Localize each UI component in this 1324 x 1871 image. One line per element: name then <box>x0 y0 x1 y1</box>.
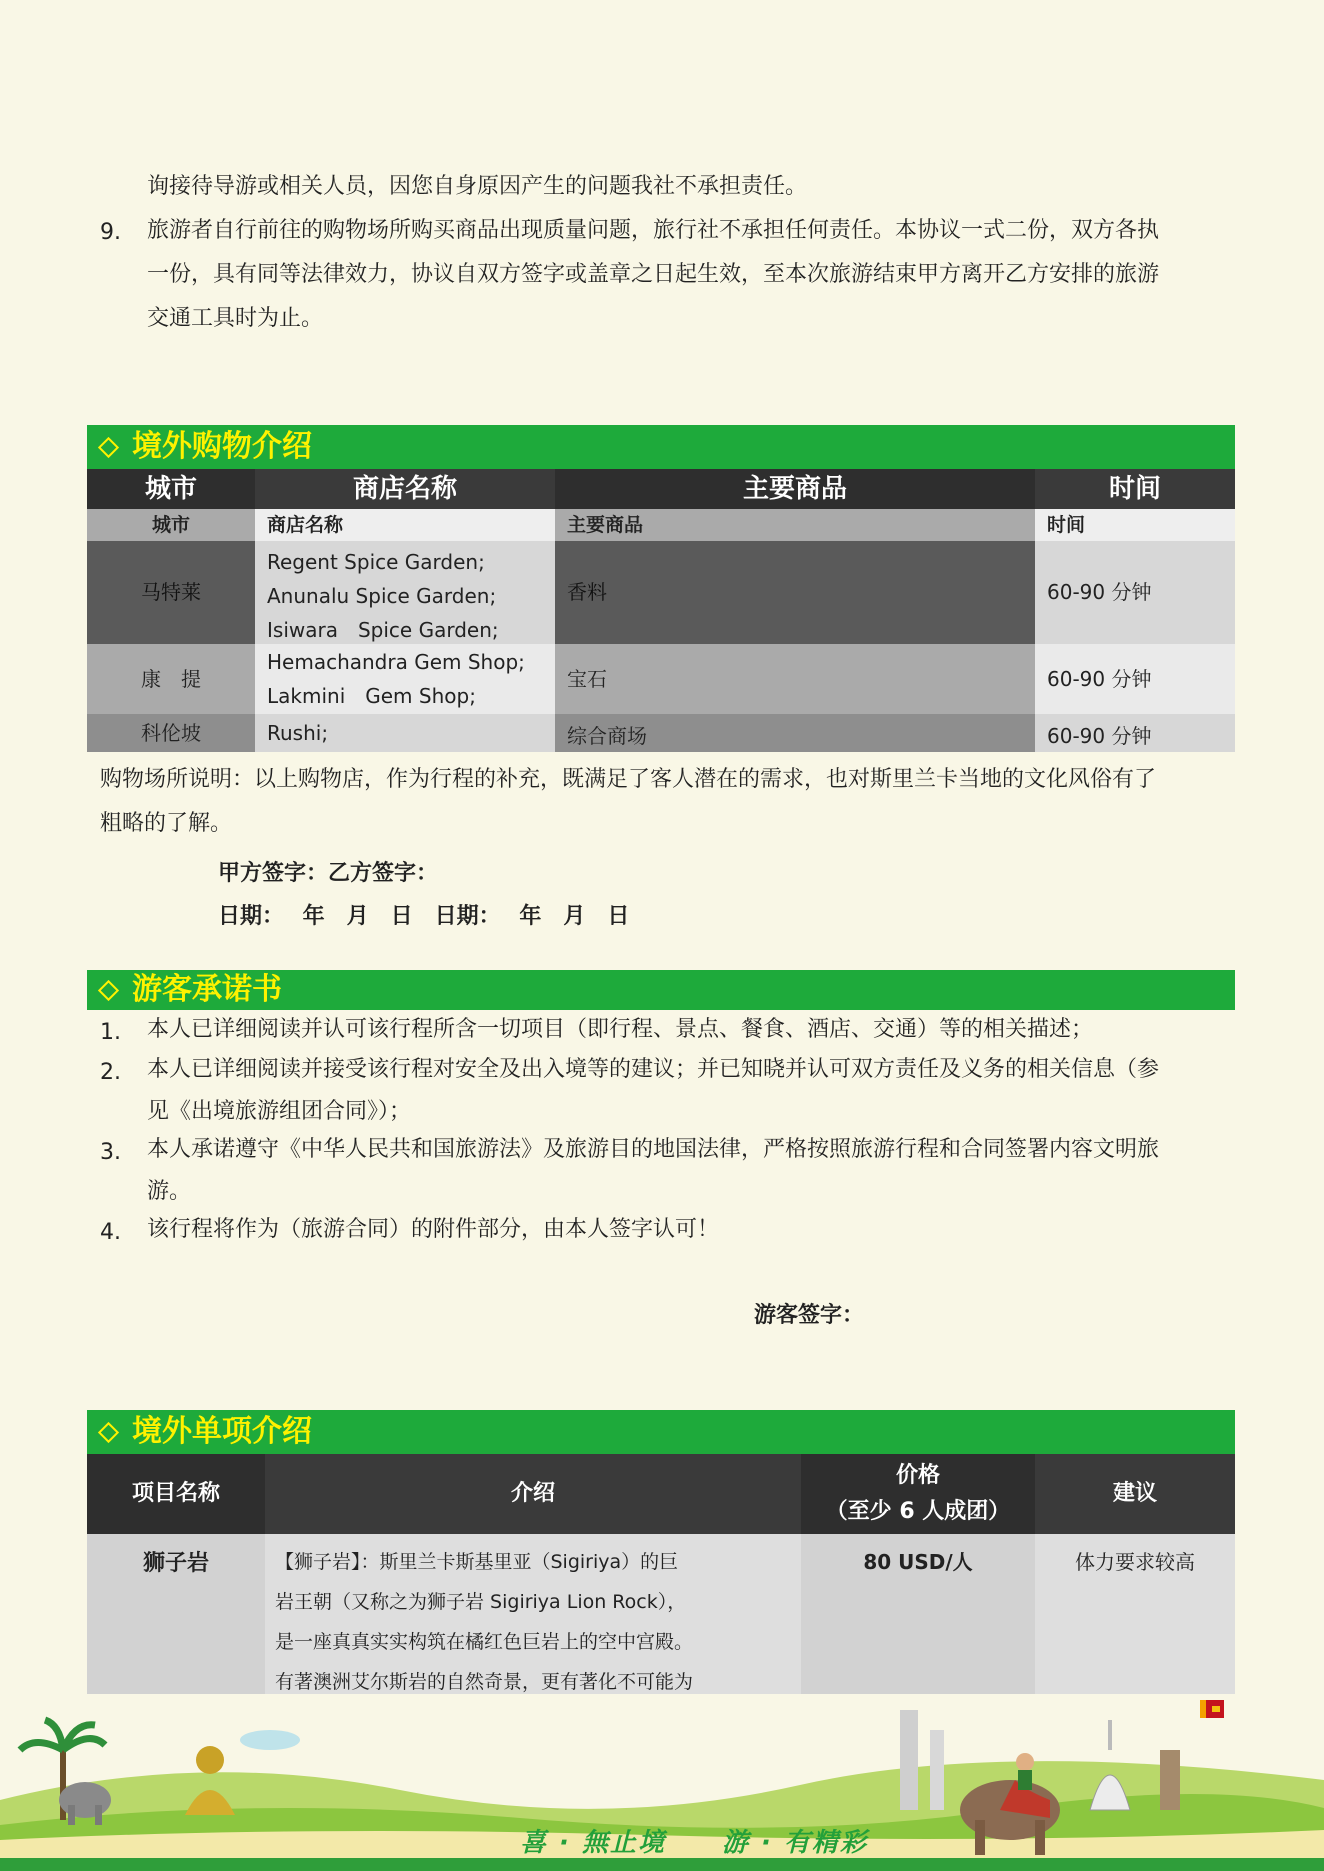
section-header-items <box>87 1410 1235 1454</box>
table-cell-goods: 香料 <box>555 541 1035 644</box>
section-title: 境外单项介绍 <box>132 1414 312 1449</box>
column-header: 建议 <box>1035 1454 1235 1534</box>
section-header-shopping <box>87 425 1235 469</box>
table-cell-goods: 宝石 <box>555 644 1035 714</box>
shop-name: Regent Spice Garden; <box>267 550 485 574</box>
table-cell-time: 60-90 分钟 <box>1035 541 1235 644</box>
diamond-icon <box>98 980 119 1001</box>
table-cell-shops <box>255 541 555 644</box>
pledge-line: 该行程将作为（旅游合同）的附件部分，由本人签字认可！ <box>147 1217 720 1242</box>
table-cell-time: 60-90 分钟 <box>1035 714 1235 752</box>
footer-slogan: 喜 · 無止境 游 · 有精彩 <box>520 1828 868 1858</box>
column-header: 商店名称 <box>255 469 555 509</box>
shop-name: Isiwara Spice Garden; <box>267 618 499 642</box>
table-cell-goods: 综合商场 <box>555 714 1035 752</box>
table-cell-city: 康 提 <box>87 644 255 714</box>
intro-line: 【狮子岩】：斯里兰卡斯基里亚（Sigiriya）的巨 <box>275 1551 679 1573</box>
column-header: 介绍 <box>265 1454 801 1534</box>
column-header: 主要商品 <box>555 469 1035 509</box>
table-cell-advice: 体力要求较高 <box>1035 1534 1235 1694</box>
item-number: 4. <box>100 1220 121 1245</box>
party-signature-line: 甲方签字：乙方签字： <box>218 861 439 886</box>
item-number: 1. <box>100 1020 121 1045</box>
column-subheader: 主要商品 <box>555 509 1035 541</box>
table-cell-price: 80 USD/人 <box>801 1534 1035 1694</box>
intro-item9-line: 旅游者自行前往的购物场所购买商品出现质量问题，旅行社不承担任何责任。本协议一式二份，双方各执 <box>147 218 1160 243</box>
pledge-line: 本人已详细阅读并接受该行程对安全及出入境等的建议；并已知晓并认可双方责任及义务的相关信息（参 <box>147 1057 1160 1082</box>
shop-name: Hemachandra Gem Shop; <box>267 650 525 674</box>
shopping-note-line: 粗略的了解。 <box>100 811 233 836</box>
column-subheader: 城市 <box>87 509 255 541</box>
intro-line: 是一座真真实实构筑在橘红色巨岩上的空中宫殿。 <box>275 1631 694 1653</box>
table-cell-shops <box>255 644 555 714</box>
section-header-pledge <box>87 970 1235 1010</box>
intro-line: 询接待导游或相关人员，因您自身原因产生的问题我社不承担责任。 <box>147 174 808 199</box>
intro-item9-line: 一份，具有同等法律效力，协议自双方签字或盖章之日起生效，至本次旅游结束甲方离开乙方安排的旅游 <box>147 262 1160 287</box>
column-header: 时间 <box>1035 469 1235 509</box>
pledge-line: 本人承诺遵守《中华人民共和国旅游法》及旅游目的地国法律，严格按照旅游行程和合同签署内容文明旅 <box>147 1137 1160 1162</box>
shopping-table <box>87 469 1235 752</box>
pledge-line: 见《出境旅游组团合同》）； <box>147 1099 412 1124</box>
intro-line: 有著澳洲艾尔斯岩的自然奇景，更有著化不可能为 <box>275 1671 694 1693</box>
shop-name: Lakmini Gem Shop; <box>267 684 476 708</box>
table-cell-intro <box>265 1534 801 1694</box>
intro-item9-line: 交通工具时为止。 <box>147 306 324 331</box>
section-title: 境外购物介绍 <box>132 429 312 464</box>
table-cell-city: 科伦坡 <box>87 714 255 752</box>
price-header-line: 价格 <box>895 1463 940 1488</box>
pledge-line: 游。 <box>147 1179 192 1204</box>
table-cell-shops: Rushi; <box>255 714 555 752</box>
date-line: 日期： 年 月 日 日期： 年 月 日 <box>218 904 630 929</box>
cloud-icon <box>240 1730 300 1750</box>
column-subheader: 时间 <box>1035 509 1235 541</box>
column-header: 项目名称 <box>87 1454 265 1534</box>
diamond-icon <box>98 437 119 458</box>
section-title: 游客承诺书 <box>132 972 282 1007</box>
table-cell-name: 狮子岩 <box>87 1534 265 1694</box>
table-cell-time: 60-90 分钟 <box>1035 644 1235 714</box>
item-number: 3. <box>100 1140 121 1165</box>
shop-name: Anunalu Spice Garden; <box>267 584 497 608</box>
shopping-note-line: 购物场所说明：以上购物店，作为行程的补充，既满足了客人潜在的需求，也对斯里兰卡当地的文化风俗有了 <box>100 767 1157 792</box>
item-number: 2. <box>100 1060 121 1085</box>
footer-bar <box>0 1858 1324 1871</box>
table-cell-city: 马特莱 <box>87 541 255 644</box>
column-header-price <box>801 1454 1035 1534</box>
diamond-icon <box>98 1422 119 1443</box>
sri-lanka-flag-icon <box>1200 1700 1224 1718</box>
intro-line: 岩王朝（又称之为狮子岩 Sigiriya Lion Rock）， <box>275 1591 687 1613</box>
pledge-line: 本人已详细阅读并认可该行程所含一切项目（即行程、景点、餐食、酒店、交通）等的相关描述； <box>147 1017 1094 1042</box>
column-subheader: 商店名称 <box>255 509 555 541</box>
price-header-line: （至少 6 人成团） <box>825 1499 1011 1524</box>
items-table <box>87 1454 1235 1694</box>
item-number: 9. <box>100 220 121 245</box>
tourist-signature-label: 游客签字： <box>754 1303 865 1328</box>
column-header: 城市 <box>87 469 255 509</box>
